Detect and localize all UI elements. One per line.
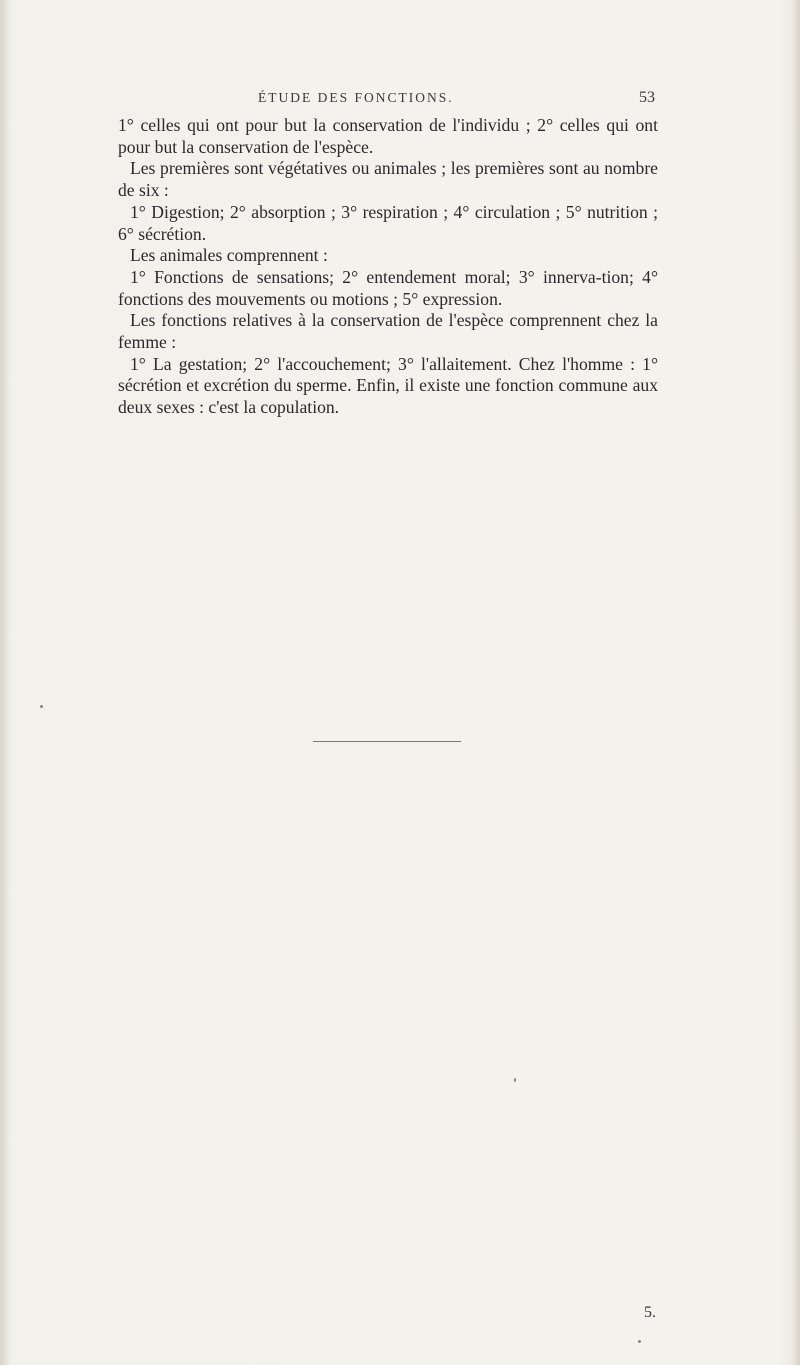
paper-speck: [638, 1340, 641, 1343]
signature-mark: 5.: [644, 1304, 656, 1321]
paragraph: Les animales comprennent :: [130, 245, 328, 266]
paragraph: Les fonctions relatives à la conservation de l'espèce comprennent chez la femme :: [118, 310, 658, 353]
paper-speck: [514, 1078, 516, 1082]
paragraph: 1° Fonctions de sensations; 2° entendement moral; 3° innerva-tion; 4° fonctions des mouvements ou motions ; 5° expression.: [118, 266, 658, 309]
page-gutter-shadow: [0, 0, 10, 1365]
page-header: [120, 90, 655, 110]
body-text: [118, 115, 658, 419]
running-head: ÉTUDE DES FONCTIONS.: [258, 90, 454, 105]
paragraph: 1° La gestation; 2° l'accouchement; 3° l'allaitement. Chez l'homme : 1° sécrétion et excrétion du sperme. Enfin, il existe une fonction commune aux deux sexes : c'est la copulation.: [118, 353, 658, 418]
paragraph: 1° Digestion; 2° absorption ; 3° respiration ; 4° circulation ; 5° nutrition ; 6° sécrétion.: [118, 201, 658, 244]
paper-speck: [40, 705, 43, 708]
page-number: 53: [639, 89, 655, 106]
paragraph: 1° celles qui ont pour but la conservation de l'individu ; 2° celles qui ont pour but la conservation de l'espèce.: [118, 115, 658, 157]
paragraph: Les premières sont végétatives ou animales ; les premières sont au nombre de six :: [118, 158, 658, 201]
section-divider: [313, 741, 461, 742]
page-edge-shadow: [792, 0, 800, 1365]
